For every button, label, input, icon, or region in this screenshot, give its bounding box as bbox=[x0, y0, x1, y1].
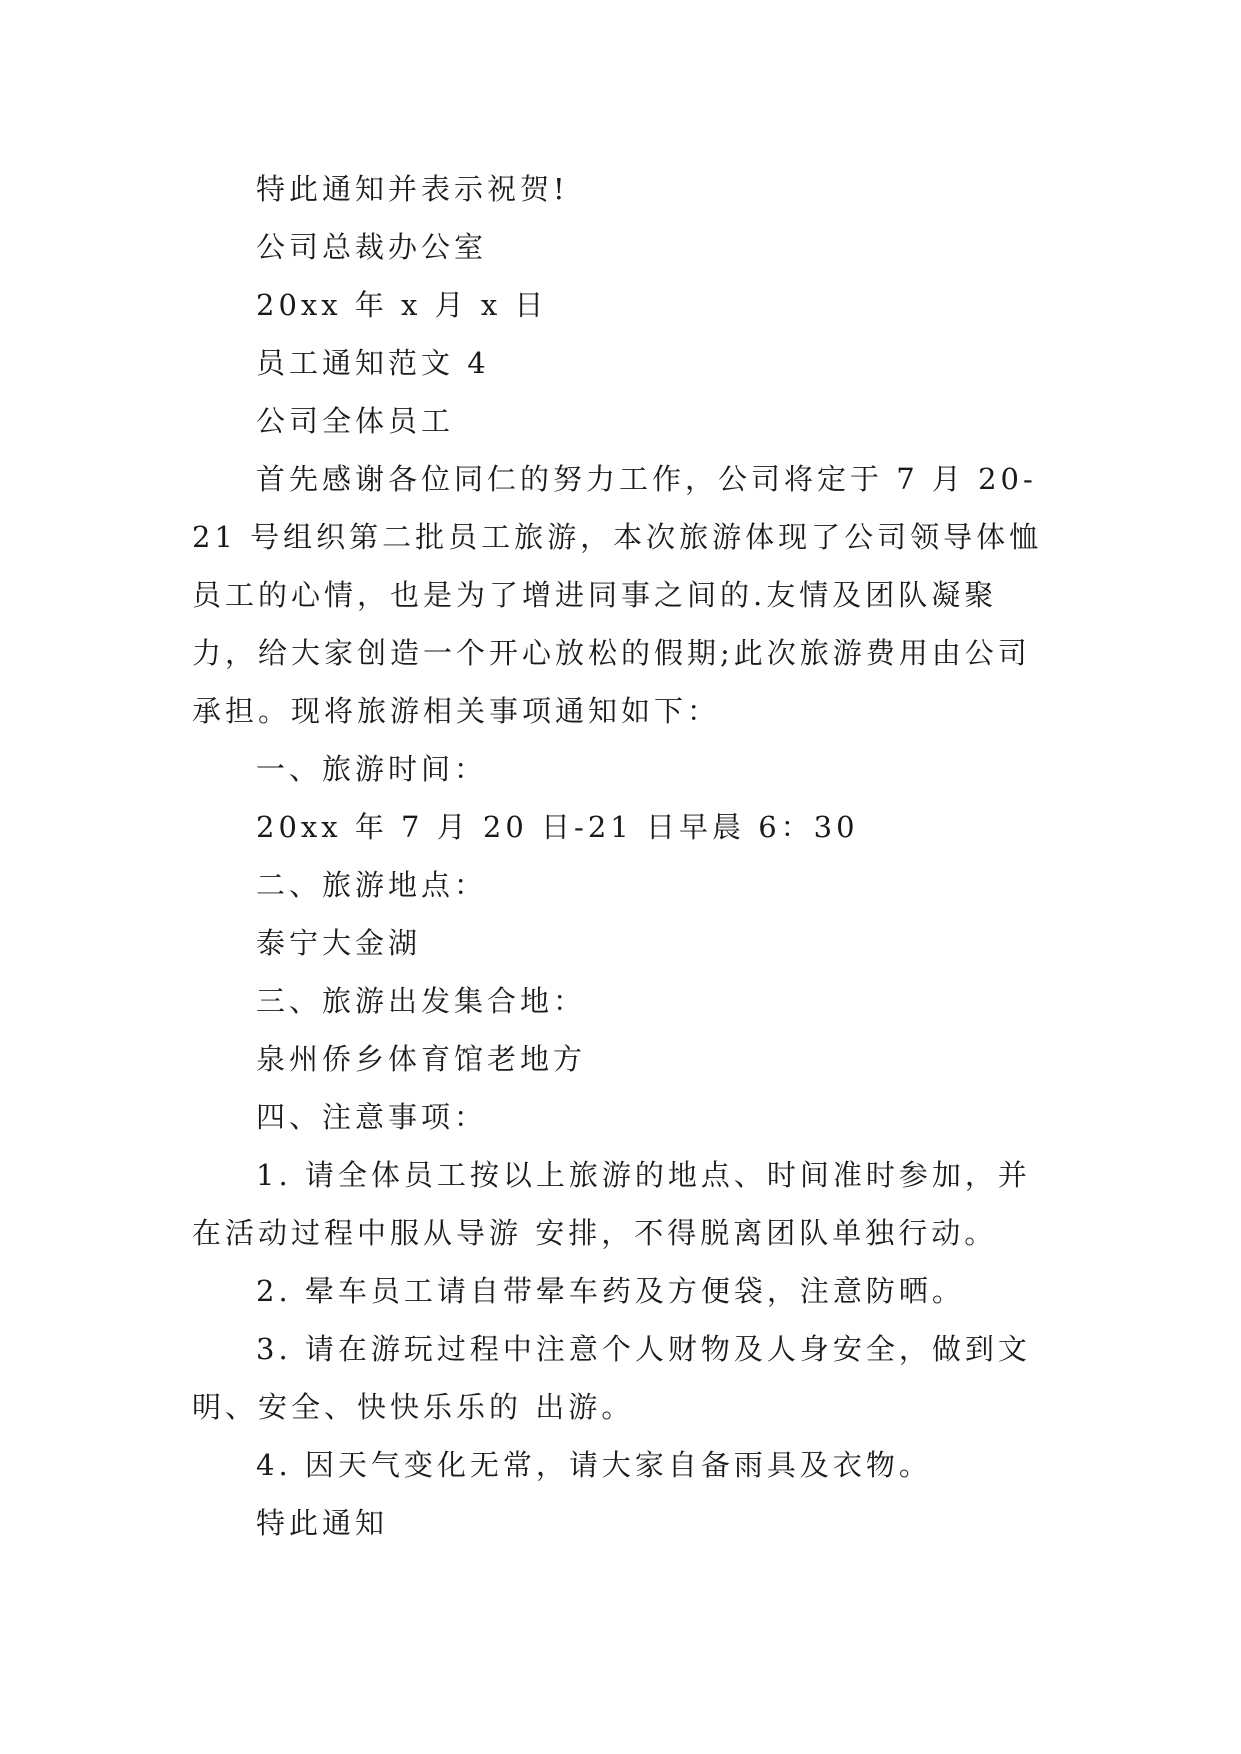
item-value-meeting-point: 泉州侨乡体育馆老地方 bbox=[256, 1042, 587, 1076]
item-heading-notes: 四、注意事项： bbox=[256, 1100, 488, 1134]
paragraph-intro: 首先感谢各位同仁的努力工作，公司将定于 7 月 20-21 号组织第二批员工旅游，本次旅游体现了公司领导体恤员工的心情，也是为了增进同事之间的.友情及团队凝聚力，给大家创造一个开心放松的假期;此次旅游费用由公司承担。现将旅游相关事项通知如下： bbox=[192, 462, 1043, 728]
item-value-location: 泰宁大金湖 bbox=[256, 926, 422, 960]
item-heading-time: 一、旅游时间： bbox=[256, 752, 488, 786]
paragraph-signature-office: 公司总裁办公室 bbox=[256, 230, 488, 264]
item-value-time: 20xx 年 7 月 20 日-21 日早晨 6：30 bbox=[256, 810, 859, 844]
note-item-1: 1. 请全体员工按以上旅游的地点、时间准时参加，并在活动过程中服从导游 安排，不得脱离团队单独行动。 bbox=[192, 1158, 1031, 1250]
note-item-4: 4. 因天气变化无常，请大家自备雨具及衣物。 bbox=[256, 1448, 932, 1482]
paragraph-congratulation: 特此通知并表示祝贺! bbox=[256, 172, 569, 206]
item-heading-location: 二、旅游地点： bbox=[256, 868, 488, 902]
note-item-3: 3. 请在游玩过程中注意个人财物及人身安全，做到文明、安全、快快乐乐的 出游。 bbox=[192, 1332, 1031, 1424]
document-body bbox=[192, 160, 1052, 1552]
section-heading: 员工通知范文 4 bbox=[256, 346, 490, 380]
note-item-2: 2. 晕车员工请自带晕车药及方便袋，注意防晒。 bbox=[256, 1274, 965, 1308]
paragraph-recipients: 公司全体员工 bbox=[256, 404, 455, 438]
paragraph-closing: 特此通知 bbox=[256, 1506, 389, 1540]
item-heading-meeting-point: 三、旅游出发集合地： bbox=[256, 984, 587, 1018]
paragraph-signature-date: 20xx 年 x 月 x 日 bbox=[256, 288, 548, 322]
